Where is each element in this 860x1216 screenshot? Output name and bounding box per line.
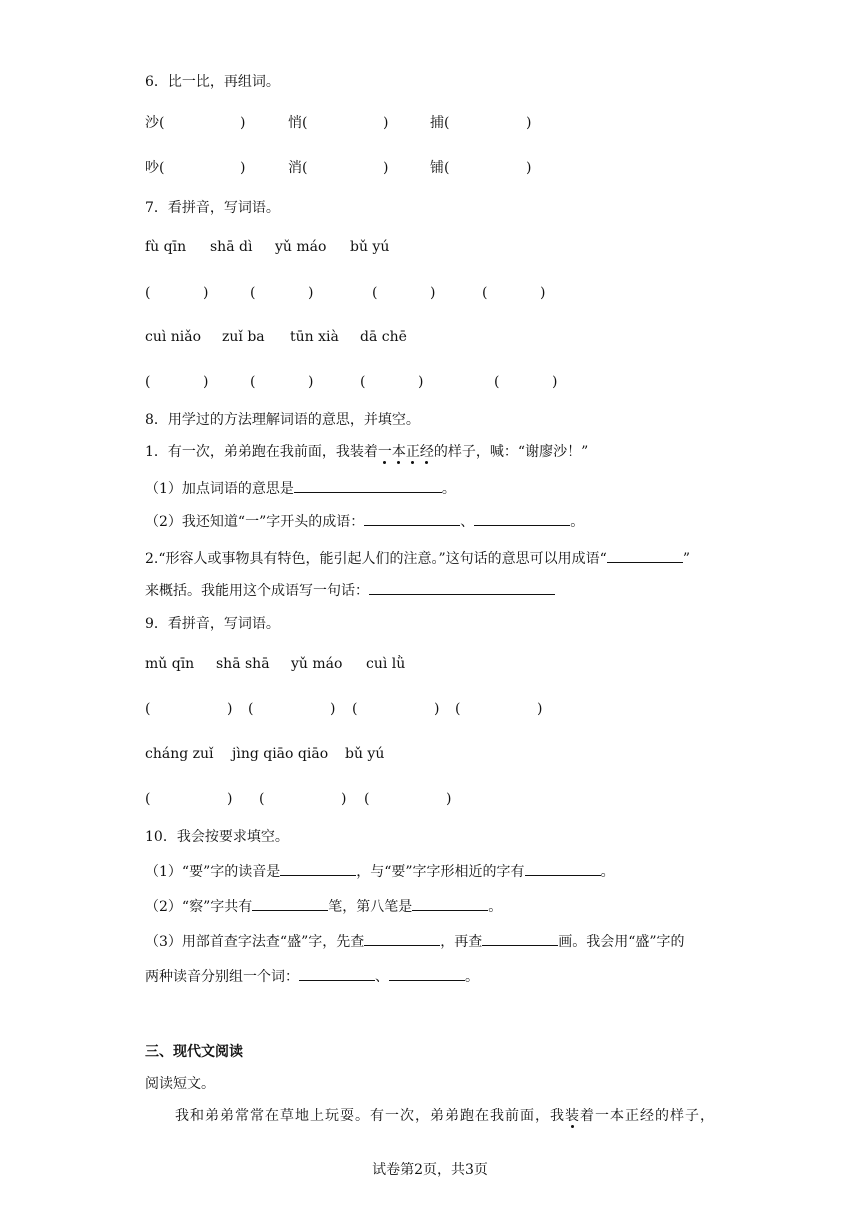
q9-r1-b4-close: ) [537, 701, 543, 717]
section3-heading: 三、现代文阅读 [145, 1044, 243, 1060]
q10-l3-text-b: ，再查 [440, 934, 483, 950]
q10-line-1 [145, 861, 615, 882]
q6-r1-c2-open: 悄( [288, 115, 308, 131]
q8-q1-line [145, 478, 456, 499]
section3-intro: 阅读短文。 [145, 1076, 215, 1092]
q8-q2-text: （2）我还知道“一”字开头的成语： [145, 514, 365, 530]
q10-l3-blank-2[interactable] [482, 931, 558, 946]
q8-sentence-1 [145, 442, 588, 462]
q8-q1-end: 。 [441, 481, 456, 497]
q10-l2-text-b: 笔，第八笔是 [328, 899, 413, 915]
q9-r1-b3-open: ( [352, 701, 358, 717]
q10-l3-text-c: 画。我会用“盛”字的 [558, 934, 685, 950]
q9-pinyin-1: mǔ qīn [145, 656, 195, 672]
q7-r2-b2-close: ) [308, 374, 314, 390]
q7-r2-b2-open: ( [250, 374, 256, 390]
q7-r2-b4-close: ) [552, 374, 558, 390]
q10-line-3 [145, 931, 685, 952]
q8-q2-line [145, 511, 584, 532]
q9-r1-b4-open: ( [455, 701, 461, 717]
q6-r2-c3-open: 铺( [430, 160, 450, 176]
q9-pinyin-4: cuì lǜ [366, 656, 406, 672]
q7-pinyin-2: shā dì [210, 239, 253, 255]
q7-r1-b2-open: ( [250, 285, 256, 301]
q10-l3-text-a: （3）用部首查字法查“盛”字，先查 [145, 934, 365, 950]
q7-r1-b1-open: ( [145, 285, 151, 301]
q8-dotted-char-4: 经 [419, 444, 434, 460]
q9-title: 9．看拼音，写词语。 [145, 616, 280, 632]
q7-r2-b1-close: ) [203, 374, 209, 390]
q10-l4-blank-1[interactable] [299, 966, 375, 981]
q8-s1-before: 1．有一次，弟弟跑在我前面，我装着 [145, 444, 378, 460]
q8-q2-blank-2[interactable] [474, 511, 570, 526]
q10-l4-end: 。 [465, 969, 479, 985]
q10-l2-blank-1[interactable] [252, 896, 328, 911]
q7-r1-b1-close: ) [203, 285, 209, 301]
q9-r1-b2-close: ) [330, 701, 336, 717]
q9-r1-b1-close: ) [227, 701, 233, 717]
q7-r1-b4-close: ) [540, 285, 546, 301]
q9-pinyin-2: shā shā [216, 656, 270, 672]
q8-s1-after: 的样子，喊：“谢廖沙！” [433, 444, 589, 460]
q10-title: 10．我会按要求填空。 [145, 829, 289, 845]
q6-r2-c2-close: ) [383, 160, 389, 176]
q6-r1-c3-open: 捕( [430, 115, 450, 131]
q7-r1-b3-close: ) [430, 285, 436, 301]
section3-passage [175, 1106, 715, 1126]
passage-after: 着一本正经的样子， [580, 1108, 715, 1124]
q6-r1-c3-close: ) [526, 115, 532, 131]
q8-q1-blank[interactable] [294, 478, 442, 493]
q8-dotted-char-3: 正 [405, 444, 420, 460]
q10-l1-text-b: ，与“要”字字形相近的字有 [356, 864, 525, 880]
q8-s2-line1 [145, 548, 690, 569]
page-footer: 试卷第2页，共3页 [372, 1162, 488, 1178]
q6-r2-c2-open: 消( [288, 160, 308, 176]
q9-r1-b1-open: ( [145, 701, 151, 717]
q8-q2-end: 。 [570, 514, 585, 530]
q9-pinyin-3: yǔ máo [291, 656, 343, 672]
q7-pinyin-6: zuǐ ba [222, 329, 265, 345]
q8-dotted-char-1: 一 [377, 444, 392, 460]
q9-r1-b2-open: ( [248, 701, 254, 717]
q7-r2-b3-open: ( [360, 374, 366, 390]
q7-pinyin-7: tūn xià [290, 329, 339, 345]
q10-l4-text-a: 两种读音分别组一个词： [145, 969, 299, 985]
q7-pinyin-1: fù qīn [145, 239, 187, 255]
q7-r1-b3-open: ( [372, 285, 378, 301]
q8-q1-text: （1）加点词语的意思是 [145, 481, 294, 497]
q7-r1-b4-open: ( [482, 285, 488, 301]
q9-pinyin-6: jìng qiāo qiāo [232, 746, 329, 762]
q6-r2-c3-close: ) [526, 160, 532, 176]
q6-r1-c2-close: ) [383, 115, 389, 131]
q6-r1-c1-close: ) [240, 115, 246, 131]
q9-r1-b3-close: ) [434, 701, 440, 717]
q10-l1-end: 。 [600, 864, 615, 880]
q9-r2-b1-open: ( [145, 791, 151, 807]
q10-l2-blank-2[interactable] [412, 896, 488, 911]
q7-pinyin-8: dā chē [360, 329, 407, 345]
q7-r2-b1-open: ( [145, 374, 151, 390]
q10-l2-end: 。 [488, 899, 503, 915]
passage-dotted-char: 装 [565, 1108, 580, 1124]
q8-dotted-char-2: 本 [391, 444, 406, 460]
q10-l1-blank-2[interactable] [525, 861, 601, 876]
q9-r2-b2-open: ( [259, 791, 265, 807]
q9-r2-b3-open: ( [364, 791, 370, 807]
q8-title: 8．用学过的方法理解词语的意思，并填空。 [145, 412, 420, 428]
q10-l4-blank-2[interactable] [389, 966, 465, 981]
q7-r2-b4-open: ( [494, 374, 500, 390]
q8-s2-text1: 2.“形容人或事物具有特色，能引起人们的注意。”这句话的意思可以用成语“ [145, 551, 607, 567]
passage-before: 我和弟弟常常在草地上玩耍。有一次，弟弟跑在我前面，我 [175, 1108, 565, 1124]
q7-r2-b3-close: ) [418, 374, 424, 390]
q6-r1-c1-open: 沙( [145, 115, 165, 131]
q9-r2-b3-close: ) [446, 791, 452, 807]
q10-line-2 [145, 896, 502, 917]
q8-q2-sep: 、 [460, 514, 475, 530]
q9-pinyin-7: bǔ yú [345, 746, 385, 762]
q10-l1-blank-1[interactable] [280, 861, 356, 876]
q9-pinyin-5: cháng zuǐ [145, 746, 214, 762]
q10-line-4 [145, 966, 479, 987]
q8-s2-text1-end: ” [682, 551, 690, 567]
q8-s2-line2 [145, 580, 555, 601]
q7-pinyin-5: cuì niǎo [145, 329, 202, 345]
q6-r2-c1-open: 吵( [145, 160, 165, 176]
q6-title: 6．比一比，再组词。 [145, 74, 280, 90]
q9-r2-b1-close: ) [227, 791, 233, 807]
q8-s2-idiom-blank[interactable] [607, 548, 683, 563]
q7-title: 7．看拼音，写词语。 [145, 200, 280, 216]
q8-s2-sentence-blank[interactable] [369, 580, 555, 595]
q10-l4-sep: 、 [375, 969, 389, 985]
q10-l1-text-a: （1）“要”字的读音是 [145, 864, 281, 880]
q8-s2-text2: 来概括。我能用这个成语写一句话： [145, 583, 369, 599]
q6-r2-c1-close: ) [240, 160, 246, 176]
q10-l2-text-a: （2）“察”字共有 [145, 899, 253, 915]
q10-l3-blank-1[interactable] [364, 931, 440, 946]
q7-pinyin-3: yǔ máo [275, 239, 327, 255]
q9-r2-b2-close: ) [341, 791, 347, 807]
q7-pinyin-4: bǔ yú [350, 239, 390, 255]
q7-r1-b2-close: ) [308, 285, 314, 301]
q8-q2-blank-1[interactable] [364, 511, 460, 526]
